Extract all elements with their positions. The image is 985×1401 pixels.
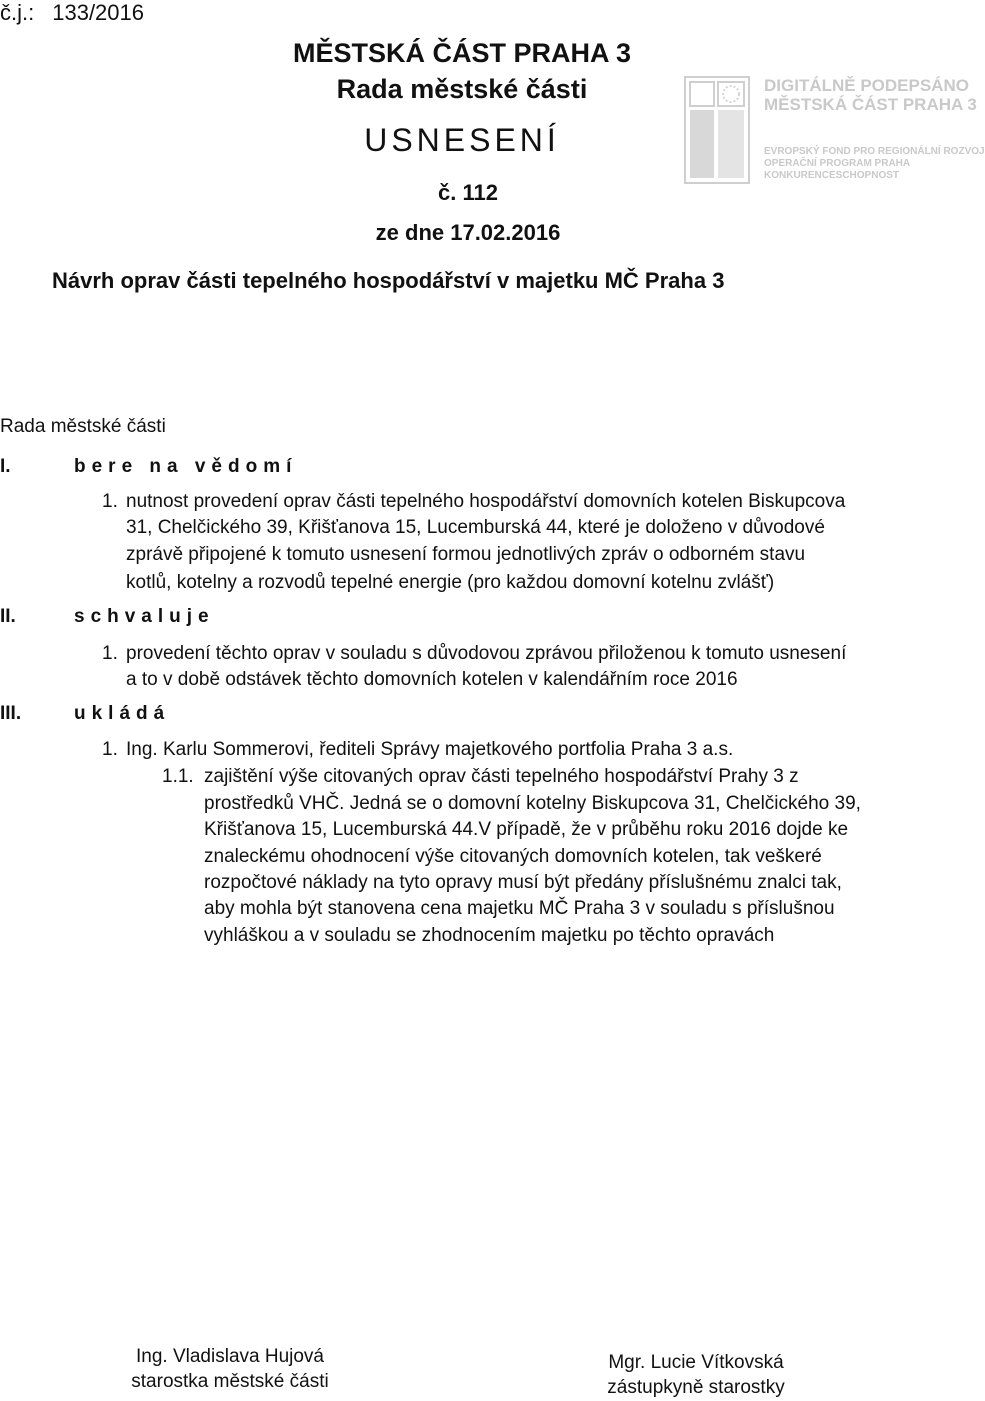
section-numeral: III.	[0, 703, 22, 724]
stamp-signed-text: DIGITÁLNĚ PODEPSÁNO	[764, 76, 969, 95]
signature-role: zástupkyně starostky	[607, 1377, 785, 1398]
section-verb: schvaluje	[74, 606, 215, 627]
resolution-number: č. 112	[438, 180, 498, 205]
municipality-heading: MĚSTSKÁ ČÁST PRAHA 3	[292, 38, 632, 68]
oppk-logo-icon	[684, 76, 750, 184]
signature-name: Mgr. Lucie Vítkovská	[608, 1352, 784, 1373]
item-number: 1.	[102, 491, 118, 512]
subitem-line: znaleckému ohodnocení výše citovaných domovních kotelen, tak veškeré	[204, 846, 822, 867]
subitem-line: rozpočtové náklady na tyto opravy musí být předány příslušnému znalci tak,	[204, 872, 842, 893]
document-type-heading: USNESENÍ	[364, 122, 560, 158]
oppk-logo-graphic	[686, 78, 748, 182]
reference-number	[0, 0, 144, 26]
stamp-program-text: OPERAČNÍ PROGRAM PRAHA	[764, 158, 911, 169]
item-number: 1.	[102, 643, 118, 664]
subitem-line: vyhláškou a v souladu se zhodnocením majetku po těchto opravách	[204, 925, 775, 946]
subitem-line: prostředků VHČ. Jedná se o domovní kotelny Biskupcova 31, Chelčického 39,	[204, 793, 861, 814]
reference-label: č.j.:	[0, 0, 35, 25]
signature-block-mayor	[100, 1346, 360, 1393]
section-verb: ukládá	[74, 703, 171, 724]
stamp-municipality-text: MĚSTSKÁ ČÁST PRAHA 3	[764, 95, 977, 114]
digital-signature-stamp	[684, 76, 985, 186]
council-intro: Rada městské části	[0, 416, 166, 437]
item-line: provedení těchto oprav v souladu s důvodovou zprávou přiloženou k tomuto usnesení	[126, 643, 847, 664]
stamp-fund-text: EVROPSKÝ FOND PRO REGIONÁLNÍ ROZVOJ	[764, 146, 985, 157]
item-number: 1.	[102, 739, 118, 760]
signature-name: Ing. Vladislava Hujová	[136, 1346, 324, 1367]
resolution-date: ze dne 17.02.2016	[375, 220, 561, 245]
section-numeral: II.	[0, 606, 16, 627]
signature-block-deputy	[566, 1352, 826, 1399]
item-line: a to v době odstávek těchto domovních kotelen v kalendářním roce 2016	[126, 669, 738, 690]
item-line: nutnost provedení oprav části tepelného hospodářství domovních kotelen Biskupcova	[126, 491, 846, 512]
item-line: zprávě připojené k tomuto usnesení formou jednotlivých zpráv o odborném stavu	[126, 544, 806, 565]
subitem-line: zajištění výše citovaných oprav části tepelného hospodářství Prahy 3 z	[204, 766, 799, 787]
reference-value: 133/2016	[52, 0, 144, 25]
stamp-competitiveness-text: KONKURENCESCHOPNOST	[764, 170, 900, 181]
item-line: kotlů, kotelny a rozvodů tepelné energie (pro každou domovní kotelnu zvlášť)	[126, 572, 775, 593]
resolution-title: Návrh oprav části tepelného hospodářství v majetku MČ Praha 3	[52, 268, 725, 293]
section-verb: bere na vědomí	[74, 456, 298, 477]
signature-role: starostka městské části	[131, 1371, 329, 1392]
item-line: 31, Chelčického 39, Křišťanova 15, Lucemburská 44, které je doloženo v důvodové	[126, 517, 825, 538]
subitem-line: aby mohla být stanovena cena majetku MČ Praha 3 v souladu s příslušnou	[204, 898, 835, 919]
council-heading: Rada městské části	[336, 74, 588, 104]
section-numeral: I.	[0, 456, 11, 477]
subitem-line: Křišťanova 15, Lucemburská 44.V případě, že v průběhu roku 2016 dojde ke	[204, 819, 849, 840]
item-text: Ing. Karlu Sommerovi, řediteli Správy majetkového portfolia Praha 3 a.s.	[126, 739, 734, 760]
subitem-number: 1.1.	[162, 766, 194, 787]
